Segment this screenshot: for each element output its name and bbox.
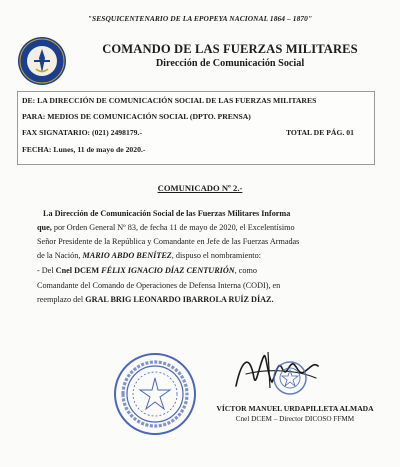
routing-fax: FAX SIGNATARIO: (021) 2498179.-	[22, 128, 143, 137]
body-line-6: Comandante del Comando de Operaciones de Defensa Interna (CODI), en	[37, 281, 281, 290]
header-title: COMANDO DE LAS FUERZAS MILITARES	[102, 42, 358, 56]
body-line-2	[37, 221, 295, 235]
appointee-rank: Cnel DCEM	[55, 266, 102, 275]
body-nation-text: de la Nación,	[37, 251, 83, 260]
signer-name: VÍCTOR MANUEL URDAPILLETA ALMADA	[216, 404, 374, 413]
institution-seal-icon	[17, 36, 67, 86]
header-subtitle: Dirección de Comunicación Social	[155, 58, 305, 69]
routing-box	[17, 91, 375, 165]
body-dash: - Del	[37, 266, 56, 275]
body-order-text: por Orden General Nº 83, de fecha 11 de mayo de 2020, el Excelentísimo	[51, 223, 295, 232]
president-name: MARIO ABDO BENÍTEZ	[82, 251, 172, 260]
body-que: que,	[37, 223, 52, 232]
routing-to: PARA: MEDIOS DE COMUNICACIÓN SOCIAL (DPTO. PRENSA)	[22, 112, 251, 121]
body-line-1	[43, 207, 290, 221]
routing-total-pages: TOTAL DE PÁG. 01	[285, 128, 354, 137]
appointee-name: FÉLIX IGNACIO DÍAZ CENTURIÓN	[101, 266, 235, 275]
body-line-7	[37, 293, 274, 307]
official-stamp-icon	[113, 352, 197, 436]
routing-date: FECHA: Lunes, 11 de mayo de 2020.-	[22, 145, 146, 154]
body-line-3: Señor Presidente de la República y Comandante en Jefe de las Fuerzas Armadas	[37, 237, 300, 246]
slogan: "SESQUICENTENARIO DE LA EPOPEYA NACIONAL 1864 – 1870"	[87, 14, 313, 23]
replaced-officer-name: GRAL BRIG LEONARDO IBARROLA RUÍZ DÍAZ.	[85, 295, 274, 304]
director-stamp-icon	[272, 360, 308, 396]
comunicado-title: COMUNICADO Nº 2.-	[157, 183, 243, 193]
signer-role: Cnel DCEM – Director DICOSO FFMM	[235, 415, 355, 423]
body-lead-text: La Dirección de Comunicación Social de las Fuerzas Militares Informa	[43, 209, 291, 218]
body-line-5	[37, 264, 257, 278]
body-como: , como	[234, 266, 257, 275]
body-disposed-text: , dispuso el nombramiento:	[171, 251, 261, 260]
body-replacement-text: reemplazo del	[37, 295, 86, 304]
routing-from: DE: LA DIRECCIÓN DE COMUNICACIÓN SOCIAL DE LAS FUERZAS MILITARES	[22, 96, 317, 105]
body-line-4	[37, 249, 261, 263]
